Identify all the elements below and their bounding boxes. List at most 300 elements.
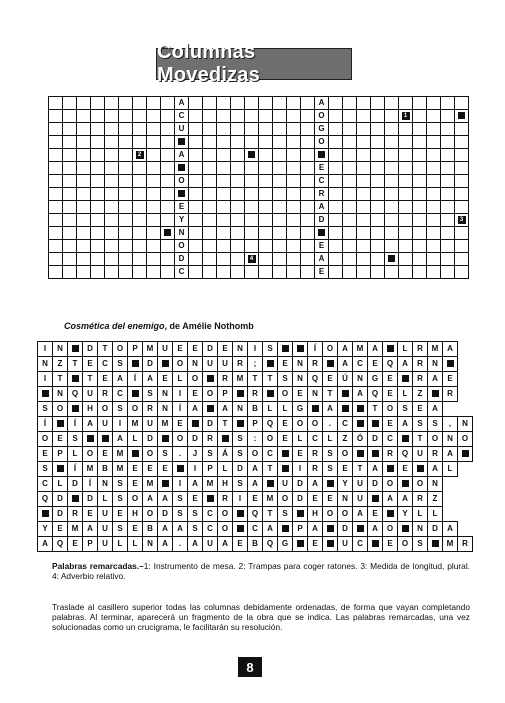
grid-cell: M — [113, 462, 128, 477]
grid-cell: A — [383, 492, 398, 507]
grid-cell — [217, 188, 231, 201]
grid-cell — [357, 175, 371, 188]
grid-cell — [217, 214, 231, 227]
definitions-paragraph — [52, 561, 470, 581]
black-square — [342, 390, 349, 397]
grid-cell: N — [53, 387, 68, 402]
grid-cell — [427, 227, 441, 240]
grid-cell: S — [278, 372, 293, 387]
grid-cell — [91, 162, 105, 175]
grid-cell — [455, 97, 469, 110]
grid-cell: L — [53, 477, 68, 492]
grid-cell — [259, 136, 273, 149]
grid-cell — [147, 136, 161, 149]
grid-cell — [91, 123, 105, 136]
grid-cell — [329, 240, 343, 253]
grid-cell — [173, 462, 188, 477]
grid-cell — [161, 201, 175, 214]
grid-cell — [158, 357, 173, 372]
lower-letter-grid — [37, 341, 473, 552]
grid-cell — [343, 201, 357, 214]
grid-cell — [49, 214, 63, 227]
grid-cell: N — [38, 357, 53, 372]
grid-cell: S — [323, 462, 338, 477]
grid-cell: M — [263, 492, 278, 507]
grid-cell: O — [248, 447, 263, 462]
grid-cell — [119, 266, 133, 279]
grid-cell — [133, 227, 147, 240]
grid-cell — [287, 266, 301, 279]
black-square — [372, 420, 379, 427]
grid-cell — [357, 110, 371, 123]
grid-cell — [293, 342, 308, 357]
grid-cell: T — [353, 462, 368, 477]
grid-cell — [399, 214, 413, 227]
page-number: 8 — [238, 657, 262, 677]
grid-cell: M — [113, 447, 128, 462]
grid-cell: Q — [398, 447, 413, 462]
black-square — [432, 540, 439, 547]
grid-cell: N — [458, 417, 473, 432]
grid-cell: L — [398, 342, 413, 357]
grid-cell: T — [368, 402, 383, 417]
grid-cell — [273, 214, 287, 227]
upper-answer-grid — [48, 96, 469, 279]
grid-cell — [105, 214, 119, 227]
grid-cell — [441, 201, 455, 214]
grid-cell — [287, 227, 301, 240]
grid-cell — [68, 372, 83, 387]
grid-cell — [38, 387, 53, 402]
grid-cell: Q — [68, 387, 83, 402]
grid-cell — [343, 162, 357, 175]
black-square — [237, 525, 244, 532]
grid-cell: E — [53, 432, 68, 447]
grid-cell: E — [323, 492, 338, 507]
grid-cell: T — [263, 462, 278, 477]
grid-cell: E — [233, 537, 248, 552]
grid-cell — [68, 402, 83, 417]
grid-cell — [147, 110, 161, 123]
grid-cell: L — [128, 432, 143, 447]
grid-cell: E — [315, 162, 329, 175]
black-square — [178, 138, 185, 145]
grid-cell — [49, 97, 63, 110]
grid-cell — [231, 149, 245, 162]
grid-cell — [189, 110, 203, 123]
grid-cell — [147, 188, 161, 201]
grid-cell: Z — [338, 432, 353, 447]
grid-row — [38, 342, 473, 357]
grid-cell — [413, 201, 427, 214]
grid-cell: N — [98, 477, 113, 492]
grid-cell — [357, 149, 371, 162]
grid-cell — [119, 136, 133, 149]
grid-cell: M — [143, 477, 158, 492]
grid-cell: C — [203, 522, 218, 537]
grid-cell: D — [293, 477, 308, 492]
grid-cell: E — [83, 357, 98, 372]
black-square — [402, 435, 409, 442]
grid-cell — [278, 342, 293, 357]
grid-cell: D — [315, 214, 329, 227]
grid-cell — [68, 492, 83, 507]
grid-cell: R — [248, 387, 263, 402]
grid-cell — [189, 266, 203, 279]
grid-cell — [245, 123, 259, 136]
grid-cell: A — [308, 477, 323, 492]
grid-cell — [203, 253, 217, 266]
grid-cell: R — [413, 372, 428, 387]
grid-cell — [133, 149, 147, 162]
grid-cell: E — [188, 342, 203, 357]
grid-cell — [128, 357, 143, 372]
grid-cell: . — [173, 537, 188, 552]
black-square — [282, 525, 289, 532]
grid-cell — [217, 227, 231, 240]
grid-cell — [301, 175, 315, 188]
grid-cell: Ó — [353, 432, 368, 447]
grid-cell — [217, 253, 231, 266]
grid-cell: R — [458, 537, 473, 552]
grid-cell — [147, 149, 161, 162]
grid-cell — [329, 162, 343, 175]
black-square — [207, 495, 214, 502]
grid-cell: A — [113, 372, 128, 387]
grid-cell: G — [278, 537, 293, 552]
grid-cell: A — [338, 357, 353, 372]
grid-cell: A — [443, 522, 458, 537]
grid-cell — [371, 188, 385, 201]
grid-cell — [68, 342, 83, 357]
grid-cell — [63, 123, 77, 136]
grid-cell: N — [158, 387, 173, 402]
grid-cell — [91, 201, 105, 214]
grid-cell — [259, 214, 273, 227]
grid-cell — [63, 266, 77, 279]
grid-cell — [53, 417, 68, 432]
grid-cell — [189, 175, 203, 188]
grid-cell: M — [233, 372, 248, 387]
grid-cell: A — [443, 342, 458, 357]
grid-cell — [161, 162, 175, 175]
black-square — [237, 510, 244, 517]
grid-cell — [203, 123, 217, 136]
black-square — [357, 420, 364, 427]
grid-cell: S — [233, 477, 248, 492]
grid-cell — [399, 188, 413, 201]
clue-number: 2 — [136, 151, 144, 159]
grid-cell — [301, 136, 315, 149]
grid-cell — [217, 162, 231, 175]
grid-cell — [147, 240, 161, 253]
grid-cell — [287, 201, 301, 214]
grid-cell: E — [128, 462, 143, 477]
black-square — [162, 435, 169, 442]
grid-cell — [458, 447, 473, 462]
grid-cell — [323, 522, 338, 537]
grid-cell: A — [248, 462, 263, 477]
grid-cell: U — [158, 342, 173, 357]
grid-cell — [338, 387, 353, 402]
grid-cell — [383, 342, 398, 357]
grid-cell — [357, 227, 371, 240]
grid-cell — [441, 149, 455, 162]
grid-cell: H — [308, 507, 323, 522]
grid-cell — [343, 266, 357, 279]
grid-cell — [371, 97, 385, 110]
grid-cell: O — [128, 492, 143, 507]
grid-cell — [371, 201, 385, 214]
grid-cell — [441, 214, 455, 227]
grid-cell: E — [128, 477, 143, 492]
grid-cell — [217, 149, 231, 162]
grid-cell: O — [278, 492, 293, 507]
grid-cell — [217, 123, 231, 136]
grid-cell: N — [188, 357, 203, 372]
grid-cell: U — [203, 537, 218, 552]
grid-cell: N — [233, 402, 248, 417]
grid-cell — [301, 266, 315, 279]
grid-cell: A — [428, 372, 443, 387]
grid-cell: C — [308, 432, 323, 447]
grid-cell: L — [428, 507, 443, 522]
grid-cell — [63, 201, 77, 214]
grid-cell — [399, 110, 413, 123]
grid-cell — [147, 97, 161, 110]
grid-cell: Q — [263, 417, 278, 432]
grid-cell — [147, 162, 161, 175]
grid-cell: E — [443, 372, 458, 387]
grid-cell — [399, 227, 413, 240]
grid-cell — [77, 136, 91, 149]
grid-cell — [217, 136, 231, 149]
grid-cell — [161, 253, 175, 266]
grid-cell — [413, 97, 427, 110]
grid-cell — [98, 432, 113, 447]
black-square — [387, 345, 394, 352]
grid-row — [38, 477, 473, 492]
grid-cell: R — [413, 342, 428, 357]
grid-cell: E — [83, 507, 98, 522]
grid-cell: Á — [218, 447, 233, 462]
grid-cell: A — [443, 447, 458, 462]
grid-cell — [427, 253, 441, 266]
grid-cell — [133, 97, 147, 110]
grid-cell: O — [128, 402, 143, 417]
grid-cell: P — [83, 537, 98, 552]
grid-cell: Í — [38, 417, 53, 432]
grid-cell — [343, 175, 357, 188]
grid-cell — [63, 175, 77, 188]
grid-cell — [385, 201, 399, 214]
grid-cell: M — [443, 537, 458, 552]
grid-cell — [77, 214, 91, 227]
grid-cell: R — [218, 492, 233, 507]
grid-cell — [455, 149, 469, 162]
grid-cell: U — [278, 477, 293, 492]
grid-cell — [287, 136, 301, 149]
grid-row — [49, 253, 469, 266]
grid-cell: T — [53, 372, 68, 387]
grid-cell — [49, 266, 63, 279]
grid-cell — [273, 188, 287, 201]
grid-cell — [273, 110, 287, 123]
grid-row — [49, 266, 469, 279]
grid-cell — [105, 266, 119, 279]
black-square — [177, 465, 184, 472]
grid-cell — [398, 372, 413, 387]
grid-cell: E — [278, 432, 293, 447]
grid-cell: S — [113, 492, 128, 507]
grid-cell — [371, 253, 385, 266]
grid-cell — [383, 462, 398, 477]
grid-cell — [63, 188, 77, 201]
grid-cell: A — [315, 201, 329, 214]
grid-cell — [189, 227, 203, 240]
grid-cell — [343, 110, 357, 123]
grid-cell — [427, 240, 441, 253]
grid-cell — [343, 188, 357, 201]
grid-cell — [293, 507, 308, 522]
grid-cell — [133, 175, 147, 188]
grid-cell: L — [68, 447, 83, 462]
grid-cell — [385, 149, 399, 162]
grid-cell — [217, 97, 231, 110]
grid-cell: I — [173, 477, 188, 492]
black-square — [297, 345, 304, 352]
grid-cell — [245, 214, 259, 227]
grid-cell — [259, 175, 273, 188]
grid-cell: Q — [38, 492, 53, 507]
grid-cell — [91, 188, 105, 201]
grid-cell: L — [98, 492, 113, 507]
grid-row — [49, 188, 469, 201]
grid-cell — [301, 97, 315, 110]
grid-cell: A — [248, 477, 263, 492]
grid-row — [49, 162, 469, 175]
grid-cell — [77, 162, 91, 175]
grid-cell — [259, 123, 273, 136]
grid-cell: Q — [248, 507, 263, 522]
grid-cell — [371, 110, 385, 123]
grid-cell — [133, 136, 147, 149]
grid-cell: A — [308, 522, 323, 537]
grid-cell: Í — [83, 477, 98, 492]
grid-cell: H — [83, 402, 98, 417]
grid-cell — [278, 447, 293, 462]
grid-cell — [119, 201, 133, 214]
grid-cell: Q — [368, 387, 383, 402]
grid-cell — [385, 253, 399, 266]
grid-cell: U — [98, 507, 113, 522]
grid-cell — [91, 227, 105, 240]
grid-cell — [203, 175, 217, 188]
grid-cell — [427, 149, 441, 162]
grid-cell: E — [188, 387, 203, 402]
grid-cell — [77, 266, 91, 279]
grid-cell — [63, 149, 77, 162]
grid-cell: A — [428, 402, 443, 417]
black-square — [447, 360, 454, 367]
grid-cell — [175, 136, 189, 149]
grid-cell — [441, 240, 455, 253]
grid-cell — [119, 162, 133, 175]
grid-cell — [233, 507, 248, 522]
grid-cell: S — [113, 522, 128, 537]
grid-cell — [63, 253, 77, 266]
grid-cell: S — [113, 402, 128, 417]
grid-cell: L — [218, 462, 233, 477]
grid-cell — [368, 417, 383, 432]
grid-cell: C — [353, 537, 368, 552]
grid-cell — [49, 123, 63, 136]
grid-cell: N — [175, 227, 189, 240]
grid-cell — [203, 97, 217, 110]
grid-cell — [398, 477, 413, 492]
grid-cell — [455, 253, 469, 266]
grid-cell — [329, 214, 343, 227]
grid-cell — [133, 266, 147, 279]
black-square — [192, 420, 199, 427]
grid-cell — [128, 387, 143, 402]
book-title: Cosmética del enemigo — [64, 321, 165, 331]
black-square — [178, 190, 185, 197]
black-square — [42, 390, 49, 397]
grid-cell: A — [263, 522, 278, 537]
grid-cell: C — [203, 507, 218, 522]
grid-cell: C — [175, 110, 189, 123]
grid-cell — [231, 175, 245, 188]
grid-cell — [301, 240, 315, 253]
grid-cell — [413, 175, 427, 188]
grid-cell: T — [98, 342, 113, 357]
black-square — [357, 450, 364, 457]
grid-cell — [161, 149, 175, 162]
grid-cell — [383, 507, 398, 522]
black-square — [282, 345, 289, 352]
grid-cell — [385, 266, 399, 279]
grid-cell: S — [428, 417, 443, 432]
grid-cell: M — [158, 417, 173, 432]
grid-cell — [49, 136, 63, 149]
grid-cell — [161, 214, 175, 227]
grid-cell: D — [68, 477, 83, 492]
grid-cell: R — [428, 447, 443, 462]
grid-cell: E — [293, 447, 308, 462]
grid-cell: O — [278, 387, 293, 402]
grid-cell — [357, 240, 371, 253]
grid-cell — [77, 227, 91, 240]
grid-cell: R — [98, 387, 113, 402]
grid-cell — [413, 188, 427, 201]
grid-cell — [161, 266, 175, 279]
grid-cell: E — [188, 492, 203, 507]
grid-cell — [133, 123, 147, 136]
grid-cell — [273, 253, 287, 266]
grid-cell: A — [338, 342, 353, 357]
black-square — [387, 510, 394, 517]
clue-number: 1 — [402, 112, 410, 120]
black-square — [388, 255, 395, 262]
grid-row — [38, 432, 473, 447]
grid-cell: N — [443, 432, 458, 447]
grid-cell: E — [398, 462, 413, 477]
grid-cell: Ú — [338, 372, 353, 387]
grid-cell — [455, 123, 469, 136]
grid-cell — [273, 149, 287, 162]
grid-cell: Í — [68, 417, 83, 432]
